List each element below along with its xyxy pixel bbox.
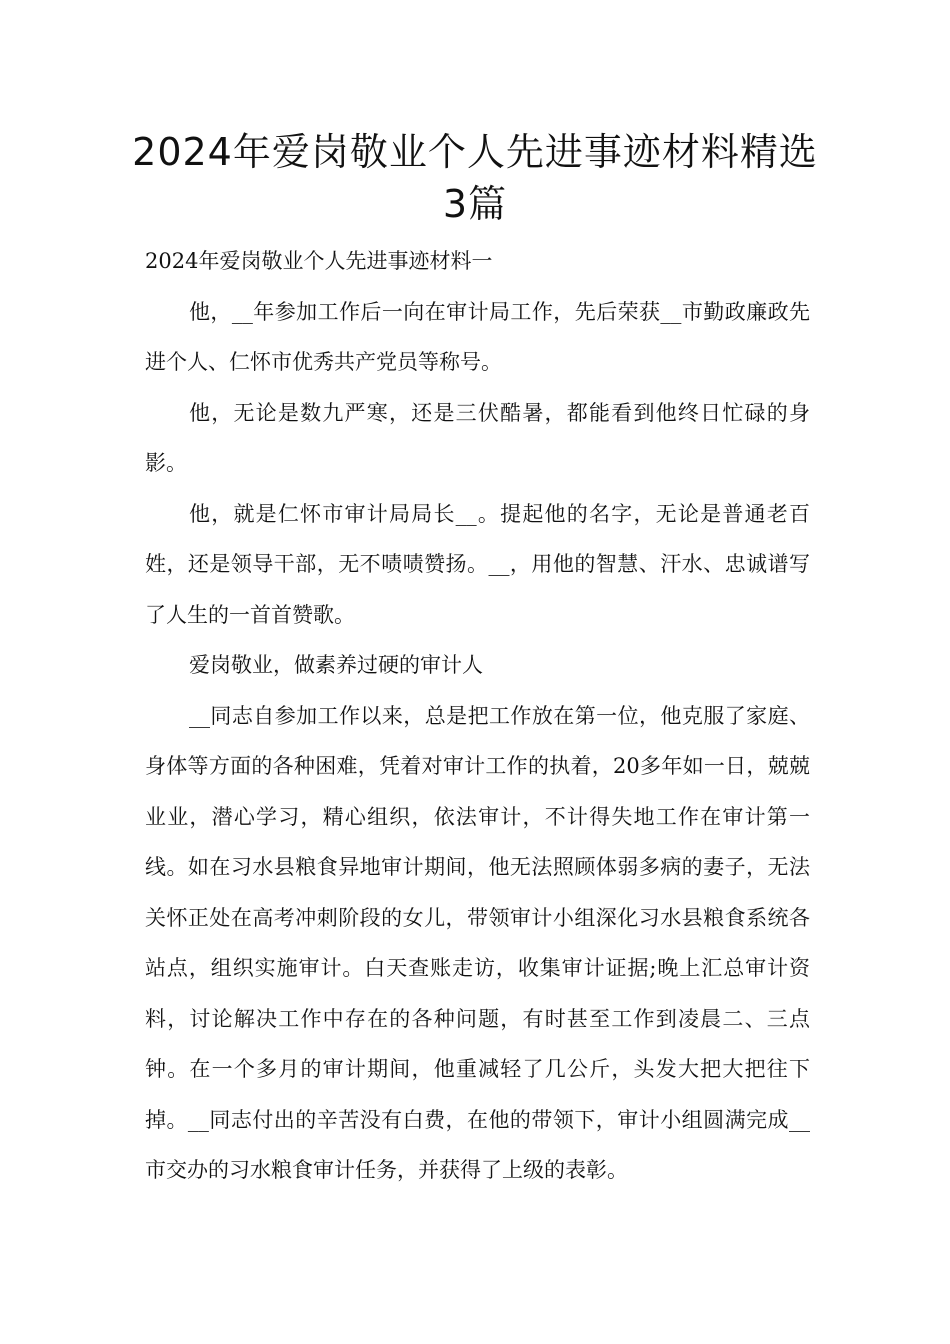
paragraph: 他，无论是数九严寒，还是三伏酷暑，都能看到他终日忙碌的身影。 <box>145 400 810 475</box>
paragraph: 他，就是仁怀市审计局局长__。提起他的名字，无论是普通老百姓，还是领导干部，无不啧啧赞扬。__，用他的智慧、汗水、忠诚谱写了人生的一首首赞歌。 <box>145 501 810 627</box>
document-body <box>145 236 810 1196</box>
paragraph-subheading: 爱岗敬业，做素养过硬的审计人 <box>189 653 483 677</box>
paragraph: __同志自参加工作以来，总是把工作放在第一位，他克服了家庭、身体等方面的各种困难，凭着对审计工作的执着，20多年如一日，兢兢业业，潜心学习，精心组织，依法审计，不计得失地工作在审计第一线。如在习水县粮食异地审计期间，他无法照顾体弱多病的妻子，无法关怀正处在高考冲刺阶段的女儿，带领审计小组深化习水县粮食系统各站点，组织实施审计。白天查账走访，收集审计证据;晚上汇总审计资料，讨论解决工作中存在的各种问题，有时甚至工作到凌晨二、三点钟。在一个多月的审计期间，他重减轻了几公斤，头发大把大把往下掉。__同志付出的辛苦没有白费，在他的带领下，审计小组圆满完成__市交办的习水粮食审计任务，并获得了上级的表彰。 <box>145 703 810 1182</box>
document-title: 2024年爱岗敬业个人先进事迹材料精选3篇 <box>132 130 818 226</box>
paragraph: 他，__年参加工作后一向在审计局工作，先后荣获__市勤政廉政先进个人、仁怀市优秀共产党员等称号。 <box>145 299 810 374</box>
section-heading: 2024年爱岗敬业个人先进事迹材料一 <box>145 249 493 273</box>
